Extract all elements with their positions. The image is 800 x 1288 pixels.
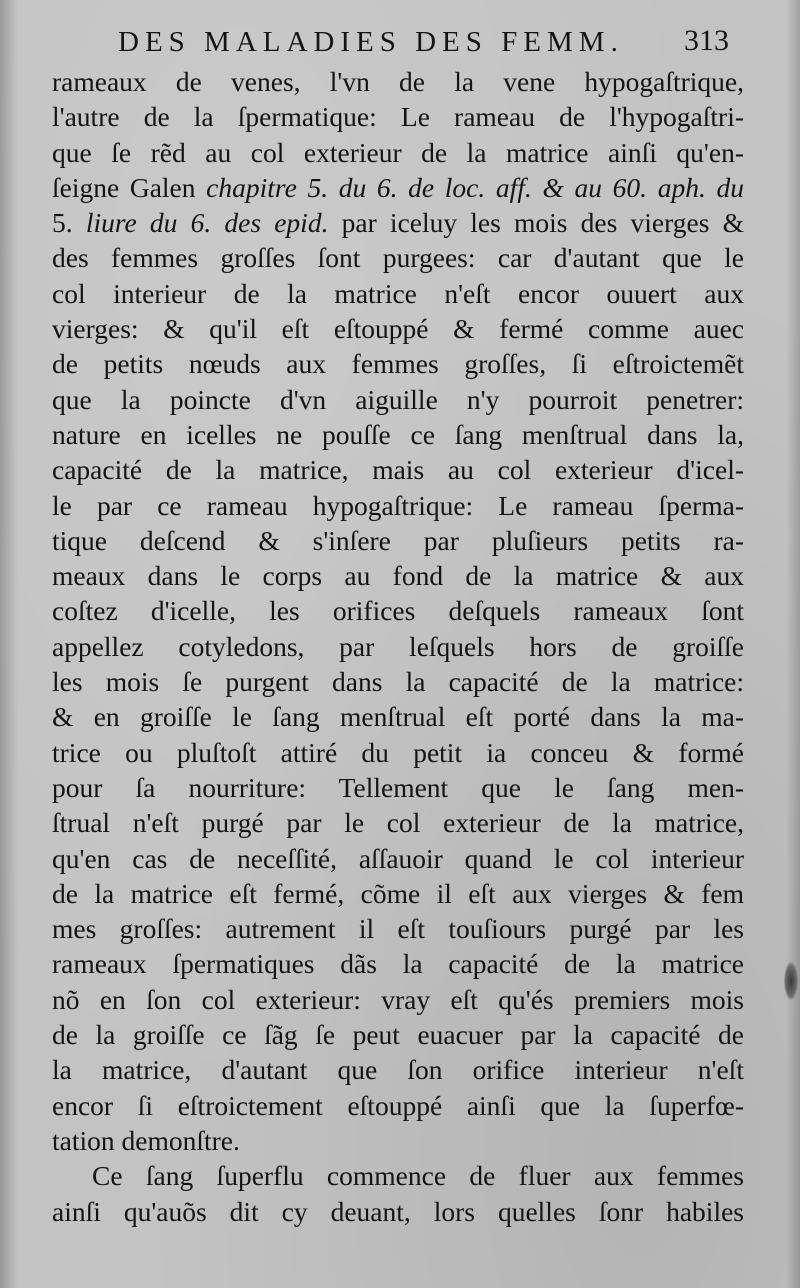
text-line-9: de petits nœuds aux femmes groſſes, ſi eſtroictemẽt [52, 348, 744, 380]
text-line-12: capacité de la matrice, mais au col exterieur d'icel- [52, 454, 744, 486]
text-line-7: col interieur de la matrice n'eſt encor ouuert aux [52, 277, 744, 309]
text-line-31: tation demonſtre. [52, 1124, 240, 1156]
text-line-32: Ce ſang ſuperflu commence de fluer aux femmes [92, 1160, 744, 1192]
text-line-33: ainſi qu'auõs dit cy deuant, lors quelles ſonr habiles [52, 1195, 744, 1227]
italic-citation: chapitre 5. du 6. de loc. aff. & au 60. aph. du [206, 171, 744, 203]
text-line-25: mes groſſes: autrement il eſt touſiours purgé par les [52, 913, 744, 945]
text-line-22: ſtrual n'eſt purgé par le col exterieur de la matrice, [52, 807, 744, 839]
text-line-3: que ſe rẽd au col exterieur de la matrice ainſi qu'en- [52, 136, 744, 168]
ink-blot [784, 962, 798, 1000]
text-line-11: nature en icelles ne pouſſe ce ſang menſtrual dans la, [52, 418, 744, 450]
text-line-19: & en groiſſe le ſang menſtrual eſt porté dans la ma- [52, 701, 744, 733]
page-left-shadow [0, 0, 18, 1288]
text-line-8: vierges: & qu'il eſt eſtouppé & fermé comme auec [52, 313, 744, 345]
text-line-24: de la matrice eſt fermé, cõme il eſt aux vierges & fem [52, 877, 744, 909]
text-line-23: qu'en cas de neceſſité, aſſauoir quand le col interieur [52, 842, 744, 874]
running-head: DES MALADIES DES FEMM. [118, 26, 624, 58]
page-number: 313 [684, 24, 729, 57]
italic-citation: liure du 6. des epid. [85, 207, 329, 239]
text-line-4: ſeigne Galen chapitre 5. du 6. de loc. aff. & au 60. aph. du [52, 171, 744, 203]
text-line-13: le par ce rameau hypogaſtrique: Le rameau ſperma- [52, 489, 744, 521]
text-line-18: les mois ſe purgent dans la capacité de la matrice: [52, 666, 744, 698]
text-line-6: des femmes groſſes ſont purgees: car d'autant que le [52, 242, 744, 274]
text-line-1: rameaux de venes, l'vn de la vene hypogaſtrique, [52, 66, 744, 97]
page-right-shadow [786, 0, 800, 1288]
text-line-27: nõ en ſon col exterieur: vray eſt qu'és premiers mois [52, 983, 744, 1015]
text-line-10: que la poincte d'vn aiguille n'y pourroit penetrer: [52, 383, 744, 415]
body-text [52, 64, 744, 1229]
text-line-30: encor ſi eſtroictement eſtouppé ainſi que la ſuperfœ- [52, 1089, 744, 1121]
text-line-15: meaux dans le corps au fond de la matrice & aux [52, 560, 744, 592]
text-line-29: la matrice, d'autant que ſon orifice interieur n'eſt [52, 1054, 744, 1086]
text-line-20: trice ou pluſtoſt attiré du petit ia conceu & formé [52, 736, 744, 768]
text-line-14: tique deſcend & s'inſere par pluſieurs petits ra- [52, 524, 744, 556]
text-line-28: de la groiſſe ce ſãg ſe peut euacuer par la capacité de [52, 1019, 744, 1051]
text-line-26: rameaux ſpermatiques dãs la capacité de la matrice [52, 948, 744, 980]
text-line-2: l'autre de la ſpermatique: Le rameau de l'hypogaſtri- [52, 101, 744, 133]
text-line-17: appellez cotyledons, par leſquels hors de groiſſe [52, 630, 744, 662]
text-line-21: pour ſa nourriture: Tellement que le ſang men- [52, 771, 744, 803]
text-line-16: coſtez d'icelle, les orifices deſquels rameaux ſont [52, 595, 744, 627]
text-line-5: 5. liure du 6. des epid. par iceluy les mois des vierges & [52, 207, 745, 239]
